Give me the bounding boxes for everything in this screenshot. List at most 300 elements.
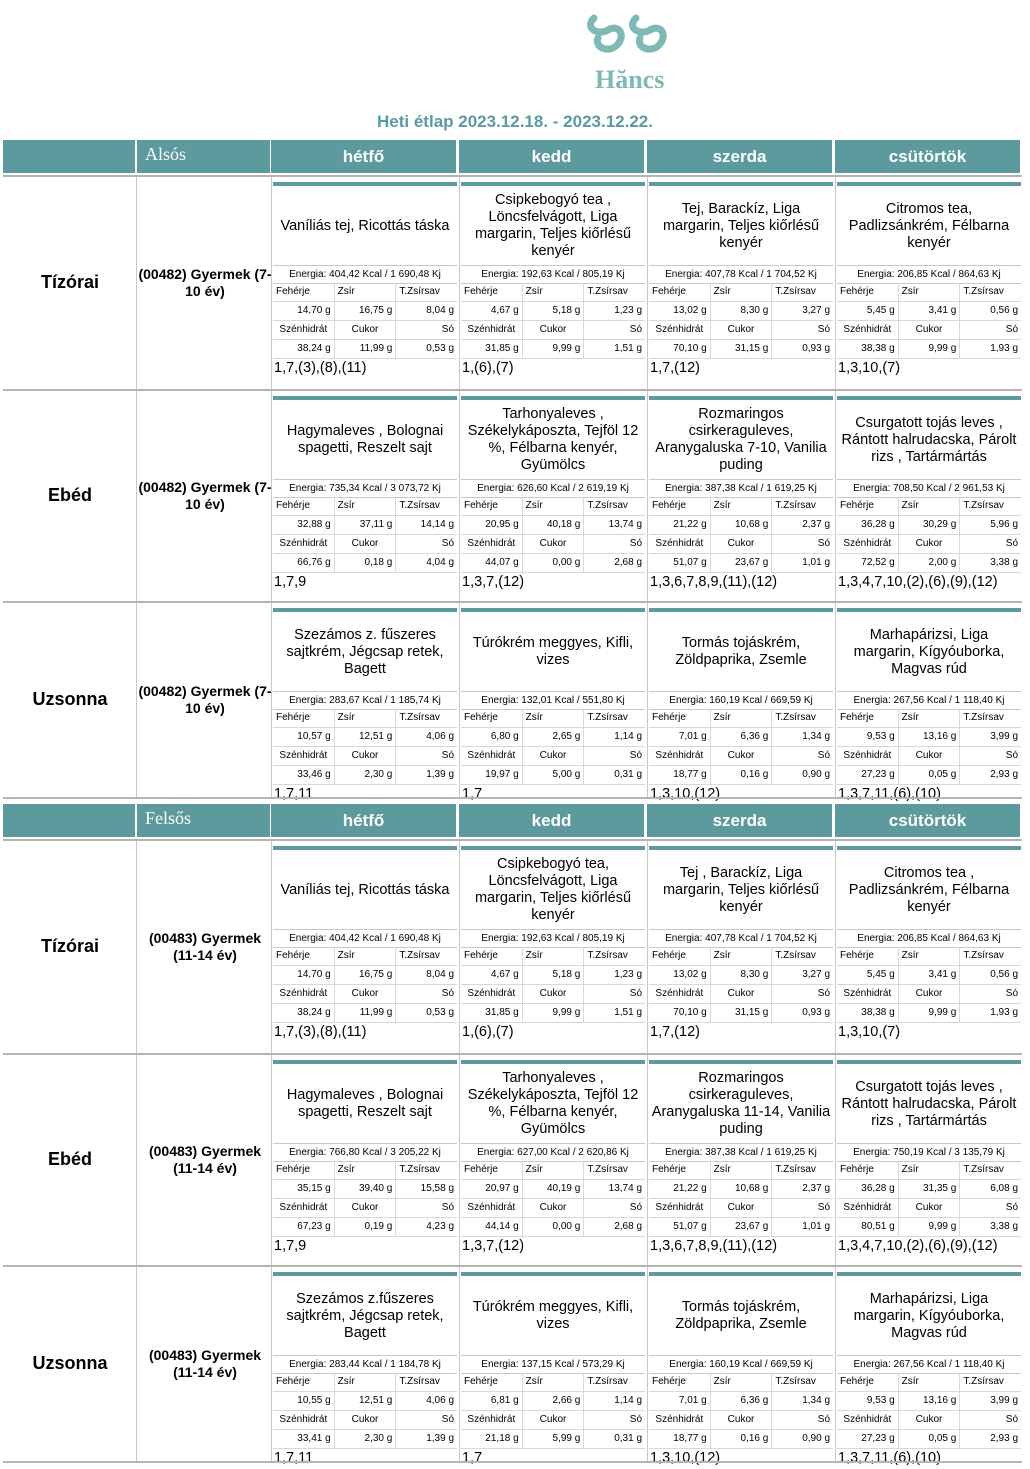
nutrient-values [837,1218,1021,1237]
cell-accent-bar [273,608,457,612]
meal-row [3,175,1022,389]
sugar-value: 0,05 g [899,1430,961,1448]
nutrient-values [649,554,833,573]
nutrient-values [649,1392,833,1411]
allergen-codes: 1,3,4,7,10,(2),(6),(9),(12) [838,574,998,590]
allergen-codes: 1,3,7,11,(6),(10) [838,1450,941,1466]
nutrient-labels [461,535,645,554]
satfat-value: 4,06 g [426,731,455,742]
carb-value: 44,14 g [461,1218,523,1236]
nutrient-labels [649,985,833,1004]
carb-value: 70,10 g [649,1004,711,1022]
protein-value: 13,02 g [649,302,711,320]
energy-value: Energia: 735,34 Kcal / 3 073,72 Kj [273,479,457,498]
protein-label: Fehérje [649,1373,711,1391]
fat-label: Zsír [335,709,397,727]
carb-label: Szénhidrát [649,985,711,1003]
nutrient-labels [461,709,645,728]
carb-label: Szénhidrát [837,321,899,339]
salt-label: Só [817,324,831,335]
salt-value: 0,90 g [802,769,831,780]
nutrient-labels [837,747,1021,766]
dish-name: Tarhonyaleves , Székelykáposzta, Tejföl 12 %, Félbarna kenyér, Gyümölcs [467,1070,639,1137]
nutrient-labels [837,985,1021,1004]
satfat-label: T.Zsírsav [775,1376,816,1387]
carb-value: 31,85 g [461,340,523,358]
carb-value: 70,10 g [649,340,711,358]
dish-name: Vaníliás tej, Ricottás táska [280,217,450,234]
nutrient-labels [837,497,1021,516]
satfat-label: T.Zsírsav [775,1164,816,1175]
day-header-0: hétfő [271,140,456,173]
salt-value: 1,51 g [614,1007,643,1018]
protein-label: Fehérje [273,1373,335,1391]
energy-value: Energia: 206,85 Kcal / 864,63 Kj [837,265,1021,284]
sugar-label: Cukor [899,1411,961,1429]
section-bottom-border [3,797,1022,799]
cell-accent-bar [273,1060,457,1064]
salt-label: Só [1005,750,1019,761]
carb-label: Szénhidrát [273,985,335,1003]
carb-value: 19,97 g [461,766,523,784]
nutrient-values [273,1004,457,1023]
dish-name: Marhapárizsi, Liga margarin, Kígyóuborka, Magvas rúd [853,626,1005,677]
dish-name: Hagymaleves , Bolognai spagetti, Reszelt sajt [286,423,444,456]
satfat-label: T.Zsírsav [587,286,628,297]
salt-label: Só [441,1202,455,1213]
energy-value: Energia: 407,78 Kcal / 1 704,52 Kj [649,265,833,284]
salt-label: Só [817,538,831,549]
carb-label: Szénhidrát [461,985,523,1003]
satfat-value: 13,74 g [608,1183,643,1194]
meal-row [3,601,1022,802]
nutrient-labels [649,747,833,766]
salt-label: Só [629,538,643,549]
fat-label: Zsír [899,947,961,965]
allergen-codes: 1,7,9 [274,1238,307,1254]
sugar-value: 0,00 g [523,554,585,572]
protein-label: Fehérje [837,709,899,727]
energy-value: Energia: 192,63 Kcal / 805,19 Kj [461,265,645,284]
nutrition-grid [837,947,1021,1023]
dish-name: Citromos tea , Padlizsánkrém, Félbarna kenyér [848,864,1010,915]
fat-label: Zsír [711,497,773,515]
protein-value: 10,57 g [273,728,335,746]
nutrition-grid [273,283,457,359]
menu-cell [272,1267,458,1466]
energy-value: Energia: 267,56 Kcal / 1 118,40 Kj [837,1355,1021,1374]
satfat-value: 8,04 g [426,969,455,980]
nutrient-values [649,302,833,321]
nutrient-labels [461,1411,645,1430]
menu-cell [836,603,1022,802]
cell-accent-bar [461,608,645,612]
section-header [3,140,1022,175]
fat-value: 10,68 g [711,516,773,534]
nutrient-values [273,340,457,359]
salt-value: 3,38 g [990,1221,1019,1232]
sugar-value: 11,99 g [335,1004,397,1022]
sugar-label: Cukor [899,535,961,553]
satfat-label: T.Zsírsav [587,1376,628,1387]
nutrient-values [837,1004,1021,1023]
sugar-value: 0,16 g [711,1430,773,1448]
nutrition-grid [649,497,833,573]
carb-label: Szénhidrát [273,1199,335,1217]
nutrient-values [461,1392,645,1411]
menu-cell [648,841,834,1055]
fat-value: 13,16 g [899,728,961,746]
sugar-value: 9,99 g [523,340,585,358]
carb-label: Szénhidrát [273,535,335,553]
protein-label: Fehérje [649,947,711,965]
sugar-value: 2,00 g [899,554,961,572]
nutrition-grid [273,709,457,785]
sugar-value: 11,99 g [335,340,397,358]
fat-value: 16,75 g [335,302,397,320]
salt-label: Só [1005,988,1019,999]
protein-value: 9,53 g [837,1392,899,1410]
sugar-label: Cukor [335,1411,397,1429]
nutrition-grid [649,1161,833,1237]
protein-value: 21,22 g [649,516,711,534]
fat-value: 12,51 g [335,1392,397,1410]
salt-value: 4,23 g [426,1221,455,1232]
cell-accent-bar [273,182,457,186]
salt-value: 0,53 g [426,343,455,354]
nutrition-grid [461,947,645,1023]
salt-value: 0,90 g [802,1433,831,1444]
cell-accent-bar [461,182,645,186]
fat-value: 30,29 g [899,516,961,534]
satfat-label: T.Zsírsav [775,712,816,723]
dish-name: Tarhonyaleves , Székelykáposzta, Tejföl 12 %, Félbarna kenyér, Gyümölcs [467,406,639,473]
nutrient-labels [837,1411,1021,1430]
protein-value: 6,81 g [461,1392,523,1410]
protein-label: Fehérje [649,497,711,515]
nutrient-values [649,340,833,359]
nutrient-labels [649,1161,833,1180]
allergen-codes: 1,(6),(7) [462,1024,514,1040]
nutrition-grid [461,1373,645,1449]
protein-label: Fehérje [649,283,711,301]
carb-value: 18,77 g [649,1430,711,1448]
allergen-codes: 1,3,10,(7) [838,360,901,376]
nutrient-values [461,728,645,747]
protein-label: Fehérje [837,283,899,301]
fat-label: Zsír [711,947,773,965]
meal-row [3,389,1022,601]
meal-name: Uzsonna [32,689,108,709]
satfat-label: T.Zsírsav [963,500,1004,511]
salt-label: Só [441,988,455,999]
carb-label: Szénhidrát [649,535,711,553]
fat-label: Zsír [523,497,585,515]
nutrient-labels [273,1161,457,1180]
protein-label: Fehérje [273,709,335,727]
salt-value: 2,93 g [990,769,1019,780]
fat-label: Zsír [899,283,961,301]
allergen-codes: 1,7,(3),(8),(11) [274,1024,367,1040]
meal-name: Tízórai [40,936,99,956]
salt-value: 1,01 g [802,1221,831,1232]
carb-value: 67,23 g [273,1218,335,1236]
protein-value: 7,01 g [649,1392,711,1410]
age-group: (00483) Gyermek (11-14 év) [148,1347,262,1380]
nutrient-labels [837,709,1021,728]
sugar-label: Cukor [335,1199,397,1217]
protein-label: Fehérje [273,497,335,515]
salt-value: 1,01 g [802,557,831,568]
nutrition-grid [837,1161,1021,1237]
protein-value: 14,70 g [273,966,335,984]
nutrient-values [837,766,1021,785]
fat-label: Zsír [899,709,961,727]
nutrient-values [461,1430,645,1449]
carb-label: Szénhidrát [837,1411,899,1429]
fat-label: Zsír [335,283,397,301]
cell-accent-bar [461,1060,645,1064]
nutrient-labels [461,1373,645,1392]
menu-cell [272,603,458,802]
cell-accent-bar [649,846,833,850]
carb-label: Szénhidrát [837,747,899,765]
logo-wave-left [591,18,622,49]
meal-name: Ebéd [47,1149,92,1169]
protein-value: 20,95 g [461,516,523,534]
allergen-codes: 1,7,9 [274,574,307,590]
fat-value: 12,51 g [335,728,397,746]
cell-accent-bar [649,1060,833,1064]
carb-label: Szénhidrát [461,321,523,339]
sugar-label: Cukor [335,321,397,339]
cell-accent-bar [461,846,645,850]
allergen-codes: 1,3,10,(12) [650,786,721,802]
nutrient-values [273,516,457,535]
salt-label: Só [1005,324,1019,335]
sugar-label: Cukor [523,985,585,1003]
satfat-label: T.Zsírsav [775,286,816,297]
energy-value: Energia: 404,42 Kcal / 1 690,48 Kj [273,929,457,948]
sugar-value: 9,99 g [899,1004,961,1022]
dish-name: Vaníliás tej, Ricottás táska [280,881,450,898]
salt-label: Só [629,324,643,335]
cell-accent-bar [273,846,457,850]
nutrient-labels [461,985,645,1004]
nutrient-values [461,1218,645,1237]
protein-label: Fehérje [461,947,523,965]
protein-label: Fehérje [273,283,335,301]
energy-value: Energia: 132,01 Kcal / 551,80 Kj [461,691,645,710]
protein-label: Fehérje [273,947,335,965]
menu-cell [272,1055,458,1267]
salt-label: Só [1005,538,1019,549]
fat-label: Zsír [523,1373,585,1391]
nutrient-values [273,1430,457,1449]
menu-cell [272,841,458,1055]
allergen-codes: 1,(6),(7) [462,360,514,376]
satfat-value: 1,14 g [614,1395,643,1406]
carb-label: Szénhidrát [461,1411,523,1429]
satfat-value: 15,58 g [420,1183,455,1194]
salt-label: Só [817,1202,831,1213]
protein-value: 4,67 g [461,966,523,984]
salt-value: 3,38 g [990,557,1019,568]
salt-value: 1,51 g [614,343,643,354]
satfat-label: T.Zsírsav [399,1376,440,1387]
nutrient-labels [273,283,457,302]
dish-name: Tej, Barackíz, Liga margarin, Teljes kiőrlésű kenyér [662,200,820,251]
satfat-value: 0,56 g [990,969,1019,980]
salt-value: 1,39 g [426,1433,455,1444]
sugar-value: 5,99 g [523,1430,585,1448]
meal-row [3,839,1022,1053]
dish-name: Hagymaleves , Bolognai spagetti, Reszelt sajt [286,1087,444,1120]
nutrient-labels [461,497,645,516]
allergen-codes: 1,3,7,(12) [462,574,525,590]
menu-cell [648,177,834,391]
protein-value: 4,67 g [461,302,523,320]
satfat-label: T.Zsírsav [963,286,1004,297]
allergen-codes: 1,3,7,(12) [462,1238,525,1254]
satfat-value: 1,14 g [614,731,643,742]
header-corner [3,804,135,837]
nutrient-labels [649,1411,833,1430]
satfat-label: T.Zsírsav [399,712,440,723]
dish-name: Marhapárizsi, Liga margarin, Kígyóuborka, Magvas rúd [853,1290,1005,1341]
salt-value: 2,68 g [614,1221,643,1232]
carb-label: Szénhidrát [837,985,899,1003]
sugar-label: Cukor [711,1411,773,1429]
energy-value: Energia: 766,80 Kcal / 3 205,22 Kj [273,1143,457,1162]
nutrient-labels [461,321,645,340]
allergen-codes: 1,7 [462,1450,483,1466]
menu-cell [836,1055,1022,1267]
satfat-value: 1,23 g [614,305,643,316]
carb-label: Szénhidrát [273,747,335,765]
allergen-codes: 1,7,11 [274,1450,314,1466]
cell-accent-bar [837,1272,1021,1276]
fat-value: 16,75 g [335,966,397,984]
menu-cell [272,177,458,391]
sugar-label: Cukor [899,321,961,339]
allergen-codes: 1,3,10,(12) [650,1450,721,1466]
protein-label: Fehérje [273,1161,335,1179]
dish-name: Csurgatott tojás leves , Rántott halrudacska, Párolt rizs , Tartármártás [841,414,1017,465]
allergen-codes: 1,7,(3),(8),(11) [274,360,367,376]
fat-value: 31,35 g [899,1180,961,1198]
carb-value: 72,52 g [837,554,899,572]
day-header-1: kedd [459,804,644,837]
nutrient-values [649,1004,833,1023]
satfat-value: 5,96 g [990,519,1019,530]
menu-cell [272,391,458,603]
nutrient-values [837,1430,1021,1449]
nutrient-values [837,302,1021,321]
sugar-label: Cukor [335,535,397,553]
dish-name: Tormás tojáskrém, Zöldpaprika, Zsemle [675,1299,807,1332]
nutrient-values [273,966,457,985]
nutrient-values [273,302,457,321]
satfat-value: 13,74 g [608,519,643,530]
energy-value: Energia: 387,38 Kcal / 1 619,25 Kj [649,479,833,498]
fat-value: 39,40 g [335,1180,397,1198]
dish-name: Rozmaringos csirkeraguleves, Aranygaluska 11-14, Vanilia puding [651,1070,831,1137]
fat-label: Zsír [523,947,585,965]
carb-label: Szénhidrát [273,321,335,339]
carb-value: 38,38 g [837,1004,899,1022]
protein-value: 9,53 g [837,728,899,746]
satfat-label: T.Zsírsav [399,500,440,511]
protein-label: Fehérje [461,283,523,301]
carb-value: 38,24 g [273,340,335,358]
satfat-label: T.Zsírsav [399,1164,440,1175]
energy-value: Energia: 708,50 Kcal / 2 961,53 Kj [837,479,1021,498]
nutrient-labels [649,1373,833,1392]
nutrient-labels [273,497,457,516]
carb-value: 27,23 g [837,1430,899,1448]
carb-label: Szénhidrát [649,1199,711,1217]
carb-label: Szénhidrát [461,1199,523,1217]
sugar-label: Cukor [523,1411,585,1429]
age-group: (00482) Gyermek (7-10 év) [138,266,272,299]
nutrient-labels [273,947,457,966]
nutrient-values [837,554,1021,573]
hancs-logo [580,8,690,94]
nutrient-labels [649,497,833,516]
menu-cell [836,841,1022,1055]
nutrient-values [461,1004,645,1023]
age-group: (00482) Gyermek (7-10 év) [138,479,272,512]
dish-name: Szezámos z.fűszeres sajtkrém, Jégcsap retek, Bagett [286,1290,444,1341]
protein-label: Fehérje [837,1161,899,1179]
salt-label: Só [441,538,455,549]
menu-cell [648,603,834,802]
carb-value: 44,07 g [461,554,523,572]
satfat-value: 14,14 g [420,519,455,530]
protein-value: 13,02 g [649,966,711,984]
nutrition-grid [273,947,457,1023]
salt-value: 1,93 g [990,1007,1019,1018]
nutrient-values [649,1218,833,1237]
nutrient-values [837,966,1021,985]
nutrient-values [461,766,645,785]
nutrient-labels [273,1199,457,1218]
nutrient-labels [649,535,833,554]
fat-label: Zsír [523,283,585,301]
sugar-label: Cukor [523,747,585,765]
meal-row [3,1265,1022,1466]
satfat-value: 2,37 g [802,519,831,530]
protein-value: 32,88 g [273,516,335,534]
nutrient-labels [649,947,833,966]
fat-label: Zsír [899,497,961,515]
allergen-codes: 1,3,10,(7) [838,1024,901,1040]
nutrient-values [837,516,1021,535]
logo-wave-right [633,18,664,49]
satfat-value: 3,27 g [802,969,831,980]
carb-value: 33,46 g [273,766,335,784]
cell-accent-bar [649,1272,833,1276]
nutrient-values [461,1180,645,1199]
fat-label: Zsír [335,497,397,515]
age-group: (00482) Gyermek (7-10 év) [138,683,272,716]
fat-value: 8,30 g [711,966,773,984]
energy-value: Energia: 750,19 Kcal / 3 135,79 Kj [837,1143,1021,1162]
fat-label: Zsír [899,1161,961,1179]
carb-label: Szénhidrát [837,1199,899,1217]
cell-accent-bar [837,846,1021,850]
